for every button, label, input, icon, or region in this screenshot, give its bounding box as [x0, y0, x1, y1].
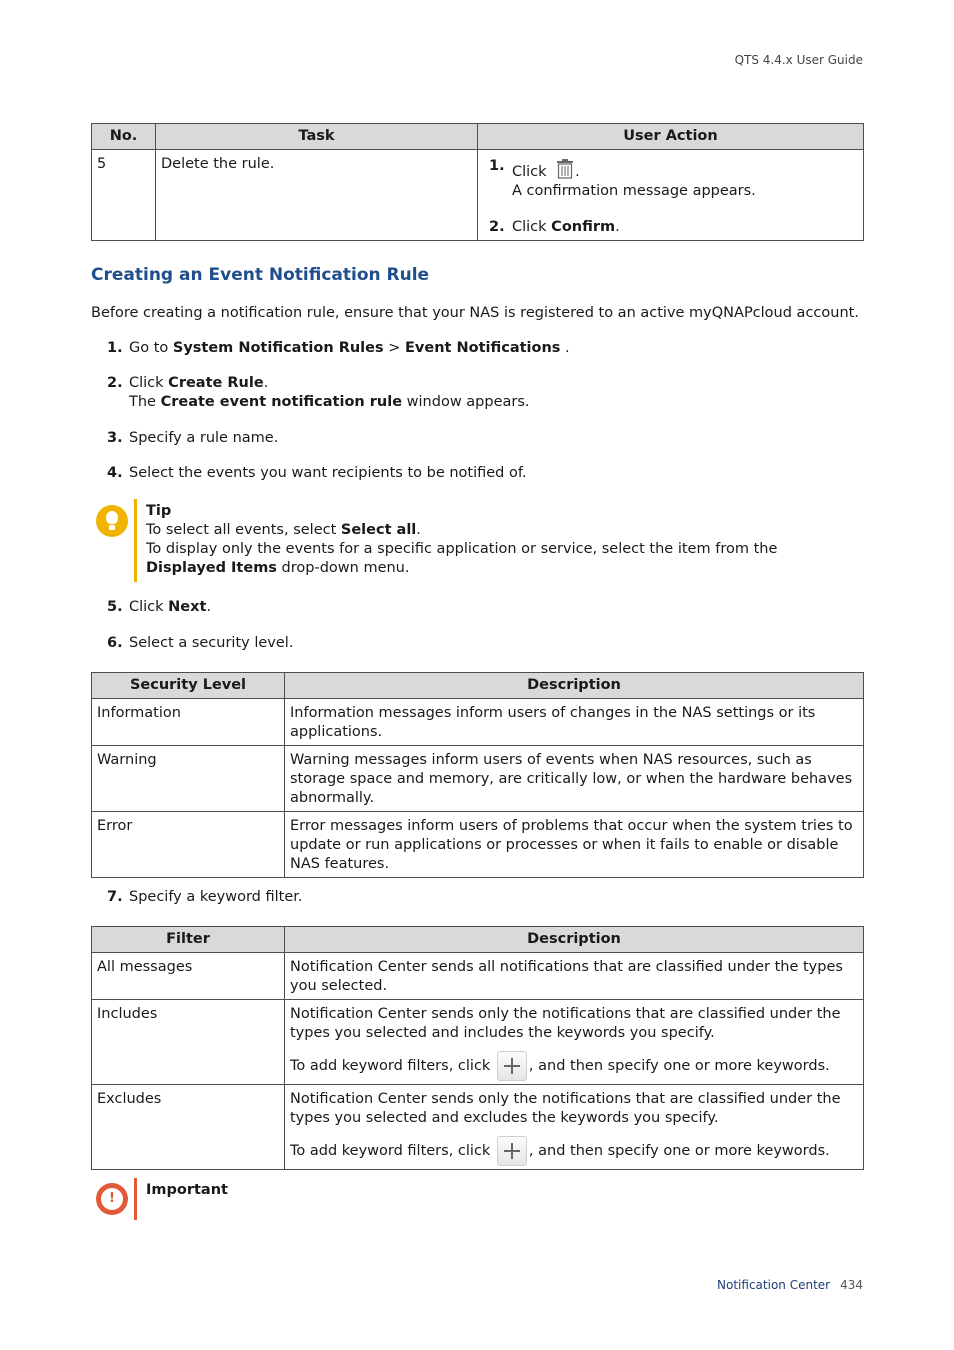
table-row: Includes Notification Center sends only the notifications that are classified under the types you selected and includes the keywords you specify. To add keyword filters, click , and then specify one or more keywords.: [92, 1000, 864, 1085]
table-row: Warning Warning messages inform users of events when NAS resources, such as storage space and memory, are critically low, or when the hardware behaves abnormally.: [92, 746, 864, 812]
trash-icon: [555, 159, 575, 179]
col-header-user-action: User Action: [478, 124, 864, 150]
col-header-security-level: Security Level: [92, 673, 285, 699]
task-table: [91, 123, 864, 241]
guide-title: QTS 4.4.x User Guide: [734, 53, 863, 67]
table-row: Information Information messages inform users of changes in the NAS settings or its applications.: [92, 699, 864, 746]
security-level-table: [91, 672, 864, 878]
section-heading: Creating an Event Notification Rule: [91, 265, 430, 285]
table-row: [92, 150, 864, 241]
col-header-task: Task: [156, 124, 478, 150]
table-row: All messages Notification Center sends all notifications that are classified under the types you selected.: [92, 953, 864, 1000]
table-row: Excludes Notification Center sends only the notifications that are classified under the types you selected and excludes the keywords you specify. To add keyword filters, click , and then specify one or more keywords.: [92, 1085, 864, 1170]
add-icon[interactable]: [497, 1136, 527, 1166]
tip-callout: Tip To select all events, select Select all. To display only the events for a specific application or service, select the item from the Displayed Items drop-down menu.: [146, 503, 778, 576]
lightbulb-icon: [96, 505, 128, 537]
confirmation-note: A confirmation message appears.: [512, 183, 756, 199]
col-header-description: Description: [285, 673, 864, 699]
action-step-number: 2.: [489, 219, 505, 235]
page-number: 434: [840, 1278, 863, 1292]
important-icon: !: [96, 1183, 128, 1215]
tip-bar: [134, 499, 137, 582]
cell-no: 5: [92, 150, 156, 241]
cell-task: Delete the rule.: [156, 150, 478, 241]
intro-paragraph: Before creating a notification rule, ensure that your NAS is registered to an active myQNAPcloud account.: [91, 305, 859, 321]
action-click-text: Click: [512, 164, 547, 180]
col-header-description: Description: [285, 927, 864, 953]
important-title: Important: [146, 1182, 228, 1198]
action-step-number: 1.: [489, 158, 505, 174]
table-row: Error Error messages inform users of problems that occur when the system tries to update or run applications or processes or when it fails to enable or disable NAS features.: [92, 812, 864, 878]
cell-user-action: 1. Click . A confirmation message appears. 2. Click Confirm.: [478, 150, 864, 241]
confirm-label: Confirm: [551, 219, 616, 235]
footer-section: Notification Center: [717, 1278, 831, 1292]
keyword-filter-table: [91, 926, 864, 1170]
important-bar: [134, 1178, 137, 1220]
add-icon[interactable]: [497, 1051, 527, 1081]
page-footer: [717, 1276, 863, 1295]
col-header-no: No.: [92, 124, 156, 150]
col-header-filter: Filter: [92, 927, 285, 953]
tip-title: Tip: [146, 503, 172, 519]
